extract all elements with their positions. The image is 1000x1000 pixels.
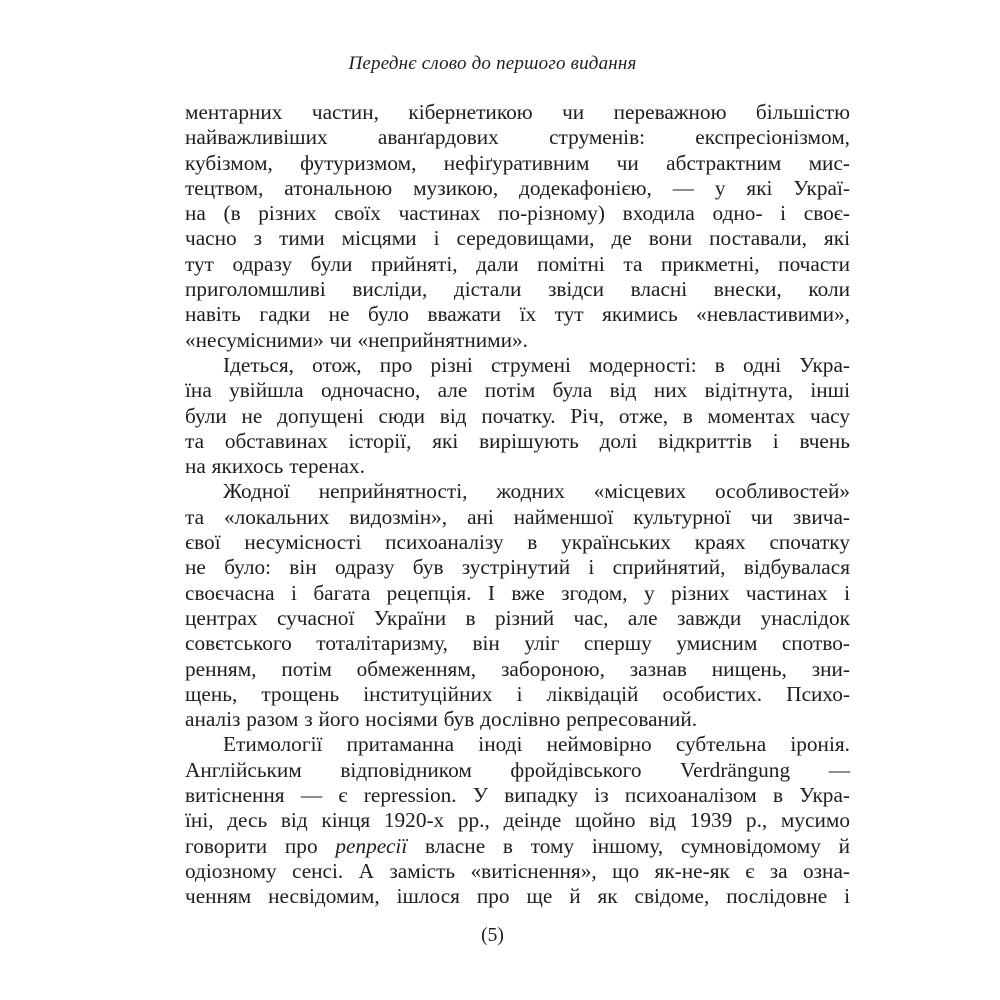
text-line: своєчасна і багата рецепція. І вже згодом, у різних частинах і — [185, 580, 850, 605]
text-line: Жодної неприйнятності, жодних «місцевих особливостей» — [223, 479, 850, 504]
text-line: ментарних частин, кібернетикою чи переважною більшістю — [185, 100, 850, 124]
text-line: щень, трощень інституційних і ліквідацій особистих. Психо- — [185, 681, 850, 706]
text-line: та «локальних видозмін», ані найменшої культурної чи звича- — [185, 504, 850, 529]
text-line: ченням несвідомим, ішлося про ще й як свідоме, послідовне і — [185, 884, 850, 909]
text-line: Етимології притаманна іноді неймовірно субтельна іронія. — [223, 732, 850, 757]
text-line: їні, десь від кінця 1920-х рр., деінде щойно від 1939 р., мусимо — [185, 808, 850, 833]
text-line: їна увійшла одночасно, але потім була від них відітнута, інші — [185, 378, 850, 403]
text-line: «несумісними» чи «неприйнятними». — [185, 327, 528, 352]
text-line: були не допущені сюди від початку. Річ, отже, в моментах часу — [185, 403, 850, 428]
text-line: тут одразу були прийняті, дали помітні та прикметні, почасти — [185, 251, 850, 276]
paragraph — [185, 479, 850, 732]
text-line: часно з тими місцями і середовищами, де вони поставали, які — [185, 226, 850, 251]
text-line: кубізмом, футуризмом, нефіґуративним чи абстрактним мис- — [185, 150, 850, 175]
text-line: та обставинах історії, які вирішують долі відкриттів і вчень — [185, 428, 850, 453]
text-line: центрах сучасної України в різний час, але завжди унаслідок — [185, 605, 850, 630]
text-line: ренням, потім обмеженням, забороною, зазнав нищень, зни- — [185, 656, 850, 681]
text-line: витіснення — є repression. У випадку із психоаналізом в Укра- — [185, 783, 850, 808]
text-line: одіозному сенсі. А замість «витіснення», що як-не-як є за озна- — [185, 858, 850, 883]
running-header: Переднє слово до першого видання — [348, 53, 637, 74]
text-line: навіть гадки не було вважати їх тут якимись «невластивими», — [185, 302, 850, 327]
text-line: євої несумісності психоаналізу в українських краях спочатку — [185, 530, 850, 555]
text-line: не було: він одразу був зустрінутий і сприйнятий, відбувалася — [185, 555, 850, 580]
text-line: на (в різних своїх частинах по-різному) входила одно- і своє- — [185, 201, 850, 226]
text-line: на якихось теренах. — [185, 454, 365, 479]
text-line: тецтвом, атональною музикою, додекафонією, — у які Украї- — [185, 175, 850, 200]
text-line: приголомшливі висліди, дістали звідси власні внески, коли — [185, 277, 850, 302]
text-line: совєтського тоталітаризму, він уліг спершу умисним спотво- — [185, 631, 850, 656]
paragraph — [185, 732, 850, 909]
text-line: говорити про репресії власне в тому іншому, сумновідомому й — [185, 833, 850, 858]
text-line: Англійським відповідником фройдівського Verdrängung — — [185, 757, 850, 782]
paragraph — [185, 100, 850, 353]
text-line: аналіз разом з його носіями був дослівно репресований. — [185, 707, 698, 732]
page-body — [185, 100, 850, 910]
text-line: найважливіших аванґардових струменів: експресіонізмом, — [185, 125, 850, 150]
paragraph — [185, 353, 850, 479]
page-number: (5) — [481, 925, 504, 946]
text-line: Ідеться, отож, про різні струмені модерності: в одні Укра- — [223, 352, 850, 377]
